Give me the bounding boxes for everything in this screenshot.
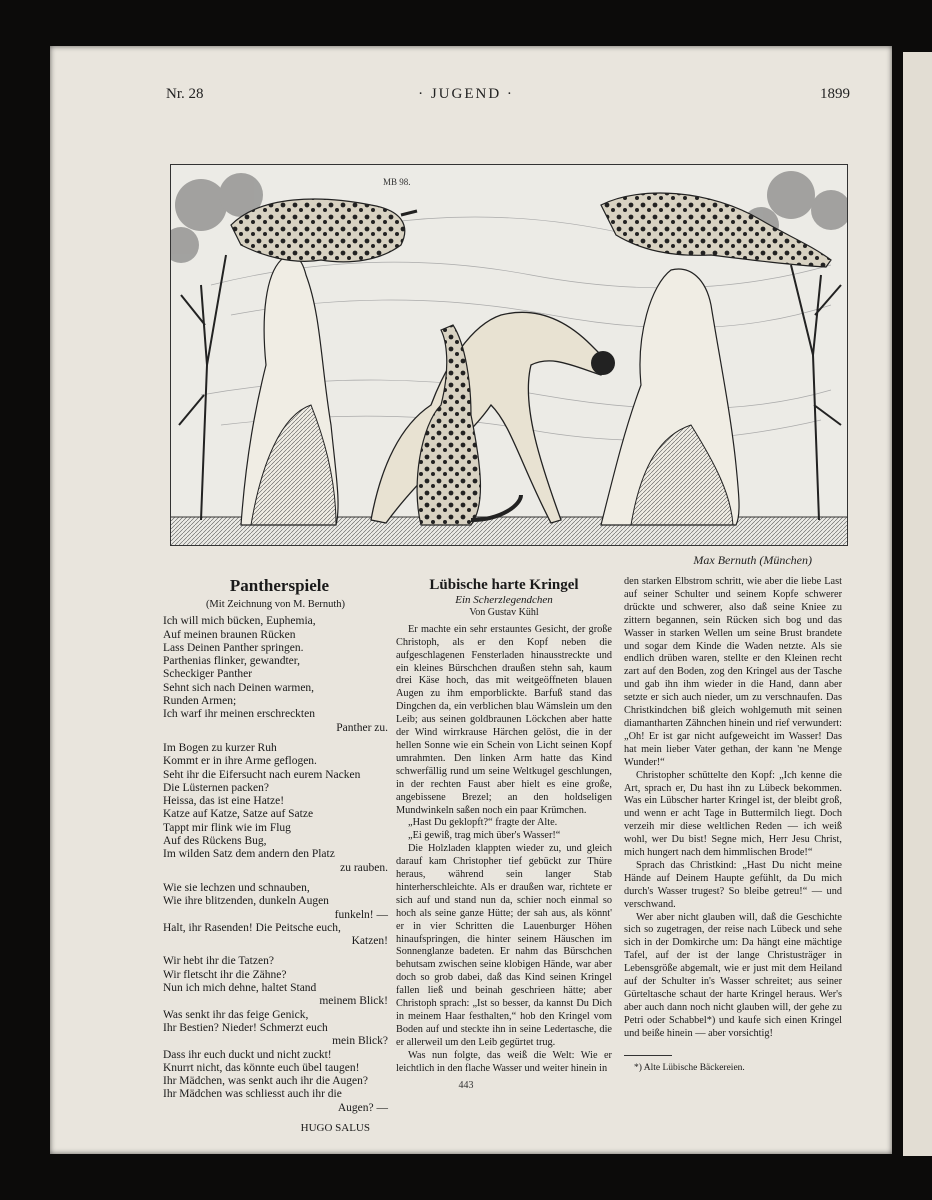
poem-line: Tappt mir flink wie im Flug	[163, 821, 291, 834]
poem-stanza	[163, 742, 388, 875]
story-subtitle: Ein Scherzlegendchen	[455, 594, 553, 606]
story-paragraph: Was nun folgte, das weiß die Welt: Wie er leichtlich in den flache Wasser und weiter hinein in	[396, 1049, 612, 1074]
illustration-caption: Max Bernuth (München)	[693, 553, 812, 567]
poem-stanza	[163, 955, 388, 1115]
poem-line: Im wilden Satz dem andern den Platz	[163, 848, 335, 861]
story-title: Lübische harte Kringel	[429, 577, 579, 593]
story-column-2	[624, 576, 842, 1075]
poem-line: Nun ich mich dehne, haltet Stand	[163, 982, 317, 995]
year: 1899	[820, 86, 850, 102]
next-page-edge	[903, 52, 932, 1156]
poem-line: Im Bogen zu kurzer Ruh	[163, 741, 277, 754]
panther-illustration	[170, 164, 848, 546]
artist-monogram: MB 98.	[383, 177, 411, 187]
poem-line: Heissa, das ist eine Hatze!	[163, 795, 285, 808]
story-byline: Von Gustav Kühl	[469, 606, 539, 618]
story-paragraph: Wer aber nicht glauben will, daß die Geschichte sich so zugetragen, der reise nach Lübeck und sehe sich in der Domkirche um: Da hängt eine mächtige Tafel, auf der ist der lange Christusträger in Lebensgröße abgemalt, wie er just mit dem Heiland auf der Schulter in's Wasser schreitet; aus seiner Gürteltasche schaut der harte Kringel heraus. Wer's aber auch dann noch nicht glauben will, der gehe zu Petri oder Schabbel*) und kaufe sich einen Kringel und beiße hinein — aber vorsichtig!	[624, 911, 842, 1039]
story-paragraph: Sprach das Christkind: „Hast Du nicht meine Hände auf Deinem Haupte gefühlt, da Du mich durch's Wasser trugest? So bleibe getreu!“ — und verschwand.	[624, 859, 842, 910]
story-paragraph: Er machte ein sehr erstauntes Gesicht, der große Christoph, als er den Kopf neben die aufgeschlagenen Fensterladen hinausstreckte und ein kleines Bürschchen draußen stehn sah, kaum drei Käse hoch, das mit weitgeöffneten blauen Augen zu ihm emporblickte. Barfuß stand das Dingchen da, ein verblichen blau Wämslein um den Leib; aus seinen goldbraunen Löckchen aber hatte der Wind wirrkrause Härchen gelöst, die in der hellen Sonne wie ein Schein von Licht seinen Kopf umrahmten. Den linken Arm hatte das Kind schwerfällig rund um seine Weltkugel geschlungen, in der rechten Faust aber hielt es eine große, angebissene Brezel; an den holdseligen Mundwinkeln saßen noch ein paar Krümchen.	[396, 623, 612, 816]
poem-line: Parthenias flinker, gewandter,	[163, 655, 301, 668]
story-column-1	[396, 576, 612, 1076]
poem-line: Runden Armen;	[163, 695, 237, 708]
poem-line: Wie ihre blitzenden, dunkeln Augen	[163, 895, 329, 908]
footnote: *) Alte Lübische Bäckereien.	[634, 1062, 745, 1073]
poem-line: Knurrt nicht, das könnte euch übel taugen!	[163, 1061, 360, 1074]
poem-line: zu rauben.	[340, 861, 388, 874]
poem-line: Panther zu.	[336, 721, 388, 734]
journal-title: · JUGEND ·	[418, 86, 514, 102]
issue-number: Nr. 28	[166, 86, 204, 102]
poem-subtitle: (Mit Zeichnung von M. Bernuth)	[205, 599, 346, 610]
poem-line: Ihr Mädchen, was senkt auch ihr die Augen?	[163, 1075, 369, 1088]
story-paragraph: Die Holzladen klappten wieder zu, und gleich darauf kam Christopher tief gebückt zur Thüre heraus, während sein langer Stab hinterherschleichte. Als er draußen war, richtete er sich auf und stand nun da, schier noch einmal so hoch als seine ganze Hütte; der sah aus, als könnt' er in vier Schritten die Lauenburger Höhen hinaufspringen, die hinter seinem Häuschen im Sonnenglanze badeten. Er nahm das Bürschchen behutsam zwischen seine klobigen Hände, war aber doch so grob dabei, daß das Kind seinen Kringel fallen ließ und beinah geschrieen hätte; aber Christoph sprach: „Ist so besser, da kannst Du Dich in meinem Haar festhalten,“ hob den Kringel vom Boden auf und steckte ihn in seine Ledertasche, die er allerweil um den Leib gegürtet trug.	[396, 843, 612, 1048]
poem-line: Wir fletscht ihr die Zähne?	[163, 968, 287, 981]
page-number: 443	[458, 1080, 474, 1091]
poem-line: Ich will mich bücken, Euphemia,	[163, 615, 316, 628]
poem-title: Pantherspiele	[229, 576, 330, 595]
poem-line: Ihr Bestien? Nieder! Schmerzt euch	[163, 1021, 328, 1034]
poem-line: Die Lüsternen packen?	[163, 781, 270, 794]
poem-author: HUGO SALUS	[300, 1121, 370, 1134]
poem-line: Auf meinen braunen Rücken	[163, 628, 296, 641]
poem-line: Augen? —	[337, 1101, 388, 1114]
illustration-drawing	[171, 165, 847, 545]
story-paragraph: „Hast Du geklopft?“ fragte der Alte.	[408, 817, 558, 829]
poem-line: mein Blick?	[332, 1035, 388, 1048]
story-paragraph: Christopher schüttelte den Kopf: „Ich kenne die Art, sprach er, Du hast ihn zu Lübeck bekommen. Was ein Lübscher harter Kringel ist, der bleibt groß, und wenn er acht Tage in Buttermilch liegt. Doch verzeih mir diese weltlichen Reden — ich weiß wohl, wer Du bist! Segne mich, Herr Jesu Christ, mich hungert nach dem himmlischen Brode!“	[624, 769, 842, 859]
poem-line: Seht ihr die Eifersucht nach eurem Nacken	[163, 768, 361, 781]
poem-line: Kommt er in ihre Arme geflogen.	[163, 755, 317, 768]
poem-line: Sehnt sich nach Deinen warmen,	[163, 681, 315, 694]
poem-line: Halt, ihr Rasenden! Die Peitsche euch,	[163, 921, 341, 934]
poem-line: Katze auf Katze, Satze auf Satze	[163, 808, 314, 821]
poem-column	[163, 576, 388, 1135]
poem-line: funkeln! —	[334, 908, 388, 921]
poem-line: meinem Blick!	[319, 995, 388, 1008]
poem-line: Auf des Rückens Bug,	[163, 835, 267, 848]
footnote-rule	[624, 1055, 672, 1056]
poem-line: Ich warf ihr meinen erschreckten	[163, 708, 315, 721]
story-paragraph: den starken Elbstrom schritt, wie aber die liebe Last auf seiner Schulter und seinem Kopfe schwerer drückte und schwerer, also daß seine Kniee zu zittern begannen, sein Rücken sich bog und das Wasser in starken Wellen um seine Brust brandete und sogar dem Kinde die Waden netzte. Als sie endlich drüben waren, stellte er den Kleinen recht zart auf den Boden, zog den Kringel aus der Tasche und gab ihn ihm wieder in die Hand, dann aber setzte er sich auch nieder, um zu verschnaufen. Das Christkindchen biß gleich wohlgemuth mit seinen diamantharten Zähnchen hinein und rief verwundert: „Oh! Er ist gar nicht aufgeweicht im Wasser! Das hat mein lieber Vater gethan, der kann 'ne Menge Wunder!“	[624, 576, 842, 768]
poem-line: Wie sie lechzen und schnauben,	[163, 881, 310, 894]
poem-line: Lass Deinen Panther springen.	[163, 641, 304, 654]
poem-line: Wir hebt ihr die Tatzen?	[163, 955, 274, 968]
poem-stanza	[163, 615, 388, 735]
poem-line: Ihr Mädchen was schliesst auch ihr die	[163, 1088, 342, 1101]
poem-line: Katzen!	[351, 935, 388, 948]
poem-line: Scheckiger Panther	[163, 668, 253, 681]
poem-line: Was senkt ihr das feige Genick,	[163, 1008, 309, 1021]
poem-stanza	[163, 882, 388, 948]
story-paragraph: „Ei gewiß, trag mich über's Wasser!“	[408, 830, 561, 842]
poem-line: Dass ihr euch duckt und nicht zuckt!	[163, 1048, 332, 1061]
